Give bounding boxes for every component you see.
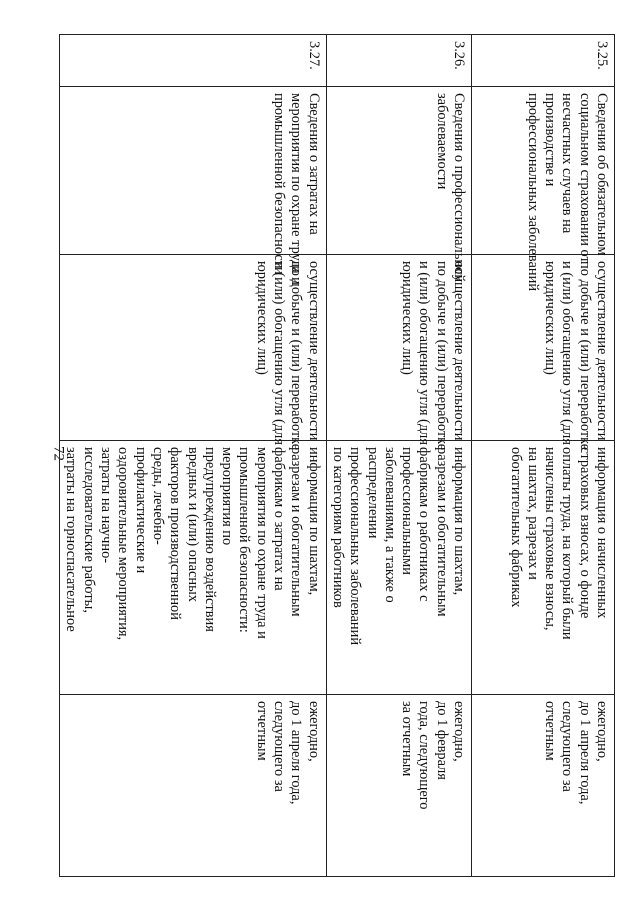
row-number-cell <box>472 35 615 87</box>
submission-deadline-line: следующего за <box>559 701 576 792</box>
activity-type-line: по добыче и (или) переработке <box>433 261 450 451</box>
report-content-line: предупреждению воздействия <box>201 447 218 632</box>
submission-deadline-line: ежегодно, <box>451 701 467 762</box>
report-content-line: по категориям работников <box>329 447 346 608</box>
report-content-cell <box>60 441 326 695</box>
report-name-cell <box>472 87 615 292</box>
report-content-line: факторов производственной <box>167 447 184 620</box>
report-content-line: профессиональных заболеваний <box>347 447 364 646</box>
activity-type-line: по добыче и (или) переработке <box>576 261 593 451</box>
row-number-line: 3.25. <box>594 41 610 70</box>
activity-type-cell <box>60 255 326 451</box>
submission-deadline-line: ежегодно, <box>594 701 610 762</box>
report-content-line: вредных и (или) опасных <box>184 447 201 602</box>
report-content-line: профессиональными <box>399 447 416 575</box>
submission-deadline-line: до 1 февраля <box>433 701 450 780</box>
report-name-cell <box>326 87 471 283</box>
report-content-line: среды, лечебно- <box>149 447 166 545</box>
report-content-line: промышленной безопасности: <box>236 447 253 633</box>
activity-type-line: и (или) обогащению угля (для <box>559 261 576 445</box>
submission-deadline-cell <box>472 695 615 877</box>
report-name-line: промышленной безопасности <box>271 93 288 275</box>
report-name-line: Сведения о затратах на <box>305 93 322 235</box>
table-row <box>60 35 326 877</box>
activity-type-line: осуществление деятельности <box>451 261 467 441</box>
report-content-line: информация о начисленных <box>594 447 610 619</box>
report-content-line: информация по шахтам, <box>305 447 322 596</box>
report-content-line: оздоровительные мероприятия, <box>115 447 132 641</box>
report-content-line: информация по шахтам, <box>451 447 467 596</box>
submission-deadline-line: до 1 апреля года, <box>576 701 593 805</box>
row-number-line: 3.26. <box>451 41 467 70</box>
activity-type-line: и (или) обогащению угля (для <box>416 261 433 445</box>
row-number-cell <box>60 35 326 87</box>
activity-type-cell <box>472 255 615 451</box>
report-content-line: обогатительных фабриках <box>507 447 524 608</box>
report-name-line: Сведения об обязательном <box>594 93 610 256</box>
submission-deadline-line: года, следующего <box>416 701 433 810</box>
report-content-line: исследовательские работы, <box>80 447 97 613</box>
report-content-line: распределении <box>364 447 381 539</box>
report-content-line: фабрикам о работниках с <box>416 447 433 602</box>
report-content-line: профилактические и <box>132 447 149 574</box>
report-content-line: мероприятия по охране труда и <box>253 447 270 639</box>
submission-deadline-line: ежегодно, <box>305 701 322 762</box>
report-name-line: Сведения о профессиональной <box>451 93 467 283</box>
page-number: 72 <box>50 446 67 461</box>
activity-type-line: осуществление деятельности <box>305 261 322 441</box>
submission-deadline-line: за отчетным <box>399 701 416 777</box>
activity-type-line: и (или) обогащению угля (для <box>271 261 288 445</box>
activity-type-line: юридических лиц) <box>399 261 416 375</box>
report-content-cell <box>326 441 471 695</box>
activity-type-cell <box>326 255 471 451</box>
activity-type-line: осуществление деятельности <box>594 261 610 441</box>
report-content-line: разрезам и обогатительным <box>433 447 450 617</box>
report-content-line: затраты на научно- <box>98 447 115 564</box>
submission-deadline-line: отчетным <box>253 701 270 761</box>
submission-deadline-line: отчетным <box>542 701 559 761</box>
table-body <box>60 35 615 877</box>
report-content-line: разрезам и обогатительным <box>288 447 305 617</box>
report-name-line: мероприятия по охране труда и <box>288 93 305 285</box>
report-content-cell <box>472 441 615 695</box>
report-content-line: на шахтах, разрезах и <box>524 447 541 580</box>
report-name-line: несчастных случаев на <box>559 93 576 234</box>
report-content-line: мероприятия по <box>219 447 236 546</box>
row-number-line: 3.27. <box>305 41 322 70</box>
report-table <box>59 34 615 877</box>
rotated-table-page <box>63 34 615 876</box>
activity-type-line: по добыче и (или) переработке <box>288 261 305 451</box>
report-content-line: фабрикам о затратах на <box>271 447 288 591</box>
submission-deadline-line: до 1 апреля года, <box>288 701 305 805</box>
submission-deadline-cell <box>60 695 326 877</box>
report-content-line: страховых взносах, о фонде <box>576 447 593 619</box>
report-name-line: социальном страховании от <box>576 93 593 263</box>
report-content-line: заболеваниями, а также о <box>381 447 398 603</box>
report-name-line: профессиональных заболеваний <box>524 93 541 292</box>
activity-type-line: юридических лиц) <box>253 261 270 375</box>
report-name-cell <box>60 87 326 285</box>
row-number-cell <box>326 35 471 87</box>
activity-type-line: юридических лиц) <box>542 261 559 375</box>
report-name-line: заболеваемости <box>433 93 450 190</box>
report-content-line: начислены страховые взносы, <box>542 447 559 631</box>
report-name-line: производстве и <box>542 93 559 187</box>
report-content-line: затраты на горноспасательное <box>63 447 80 632</box>
table-row <box>472 35 615 877</box>
table-row <box>326 35 471 877</box>
submission-deadline-cell <box>326 695 471 877</box>
submission-deadline-line: следующего за <box>271 701 288 792</box>
report-content-line: оплаты труда, на который были <box>559 447 576 640</box>
